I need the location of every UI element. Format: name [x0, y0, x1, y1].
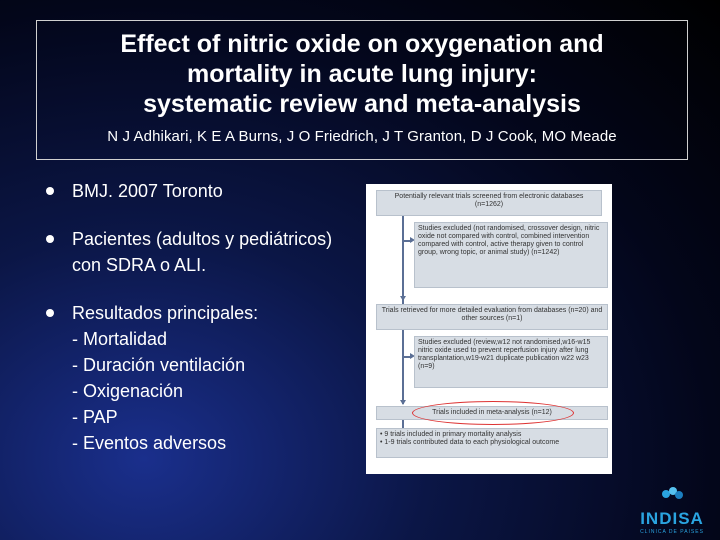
bullet-text: Pacientes (adultos y pediátricos) con SDRA o ALI.: [72, 229, 333, 275]
bullet-dot-icon: [46, 309, 54, 317]
flow-box-excluded-2: Studies excluded (review,w12 not randomised,w16-w15 nitric oxide used to prevent reperfusion injury after lung transplantation,w19-w21 duplicate publication w22 w23 (n=9): [414, 336, 608, 388]
sub-item: - Oxigenación: [72, 381, 184, 401]
title-line: systematic review and meta-analysis: [143, 90, 581, 118]
highlight-oval: [412, 401, 574, 425]
flow-box-included: Trials included in meta-analysis (n=12): [376, 406, 608, 420]
bullet-text: BMJ. 2007 Toronto: [72, 181, 223, 201]
authors: N J Adhikari, K E A Burns, J O Friedrich, J T Granton, D J Cook, MO Meade: [107, 128, 617, 145]
bullet-text: Resultados principales:: [72, 303, 259, 323]
bullet-item: [46, 300, 346, 456]
logo-mark-icon: [657, 484, 687, 504]
bullet-item: [46, 226, 346, 278]
flow-connector: [402, 330, 404, 404]
title-box: [36, 20, 688, 160]
flow-box-screened: Potentially relevant trials screened from electronic databases (n=1262): [376, 190, 602, 216]
title-line: Effect of nitric oxide on oxygenation and: [120, 30, 604, 58]
title-line: mortality in acute lung injury:: [186, 60, 538, 88]
flow-connector: [402, 420, 404, 428]
arrow-down-icon: [400, 400, 406, 405]
outcome-line: • 9 trials included in primary mortality analysis: [380, 431, 522, 438]
sub-item: - PAP: [72, 407, 118, 427]
indisa-logo: [632, 484, 712, 534]
sub-item: - Mortalidad: [72, 329, 168, 349]
logo-sub: CLINICA DE PAISES: [640, 529, 704, 535]
bullet-dot-icon: [46, 235, 54, 243]
arrow-down-icon: [400, 296, 406, 301]
sub-item: - Eventos adversos: [72, 433, 227, 453]
bullet-dot-icon: [46, 187, 54, 195]
bullet-list: [46, 178, 346, 478]
flow-diagram: [366, 184, 612, 474]
flow-box-outcomes: [376, 428, 608, 458]
flow-box-excluded-1: Studies excluded (not randomised, crossover design, nitric oxide not compared with control, combined intervention compared with control, active therapy given to control group, wrong topic, or animal study) (n=1242): [414, 222, 608, 288]
outcome-line: • 1-9 trials contributed data to each physiological outcome: [380, 439, 560, 446]
logo-word: INDISA: [640, 509, 704, 528]
bullet-item: [46, 178, 346, 204]
sub-item: - Duración ventilación: [72, 355, 246, 375]
flow-box-retrieved: Trials retrieved for more detailed evaluation from databases (n=20) and other sources (n=1): [376, 304, 608, 330]
slide-title: [37, 29, 687, 119]
